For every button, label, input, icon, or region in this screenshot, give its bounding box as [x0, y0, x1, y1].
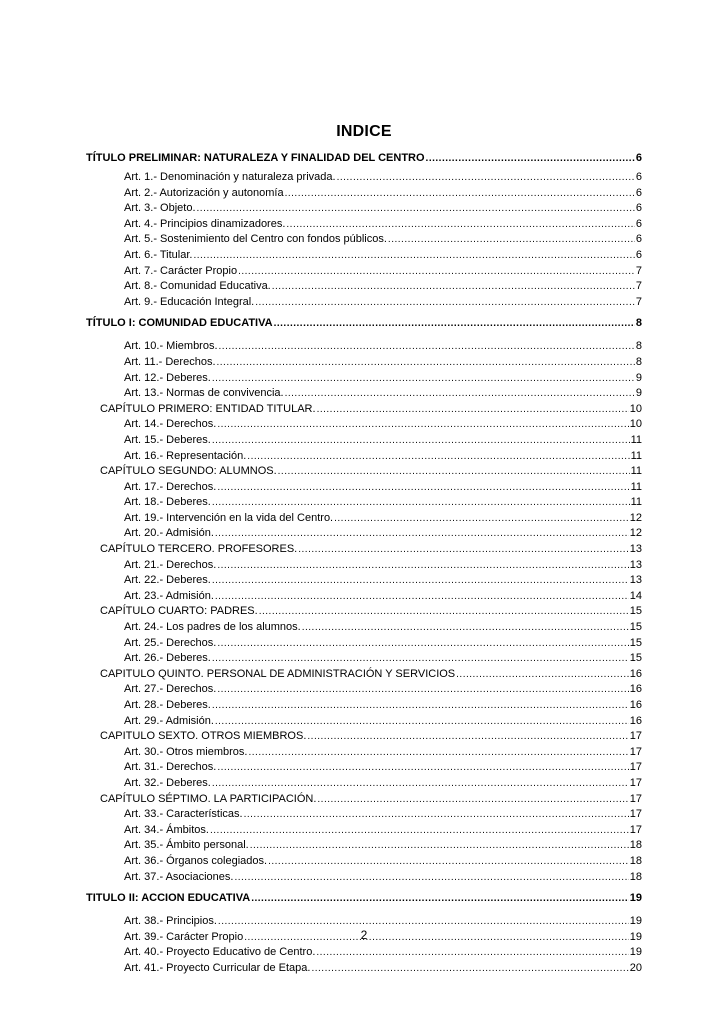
toc-entry-label: Art. 26.- Deberes. — [124, 652, 211, 665]
toc-article-entry[interactable] — [86, 264, 642, 280]
dot-leader — [217, 417, 628, 433]
dot-leader — [274, 316, 635, 332]
toc-entry-label: Art. 22.- Deberes. — [124, 574, 211, 587]
toc-entry-page: 11 — [630, 449, 642, 462]
dot-leader — [212, 698, 629, 714]
toc-entry-page: 15 — [629, 621, 642, 634]
toc-entry-page: 11 — [630, 433, 642, 446]
dot-leader — [316, 945, 628, 961]
dot-leader — [215, 714, 629, 730]
toc-entry-label: CAPÍTULO SEGUNDO: ALUMNOS. — [100, 465, 277, 478]
dot-leader — [311, 961, 628, 977]
dot-leader — [238, 264, 635, 280]
toc-entry-page: 17 — [629, 761, 642, 774]
toc-entry-label: Art. 13.- Normas de convivencia. — [124, 387, 284, 400]
toc-article-entry[interactable] — [86, 417, 642, 433]
toc-entry-page: 6 — [635, 202, 642, 215]
toc-entry-page: 10 — [629, 418, 642, 431]
dot-leader — [212, 371, 635, 387]
dot-leader — [217, 558, 628, 574]
toc-entry-page: 8 — [635, 317, 642, 330]
toc-entry-page: 17 — [629, 730, 642, 743]
toc-article-entry[interactable] — [86, 854, 642, 870]
dot-leader — [212, 651, 629, 667]
toc-entry-label: Art. 36.- Órganos colegiados. — [124, 854, 268, 867]
toc-article-entry[interactable] — [86, 682, 642, 698]
toc-article-entry[interactable] — [86, 776, 642, 792]
toc-entry-page: 18 — [629, 839, 642, 852]
toc-chapter-entry[interactable] — [86, 464, 642, 480]
toc-chapter-entry[interactable] — [86, 402, 642, 418]
toc-article-entry[interactable] — [86, 870, 642, 886]
toc-article-entry[interactable] — [86, 295, 642, 311]
dot-leader — [212, 776, 629, 792]
dot-leader — [217, 760, 628, 776]
toc-entry-label: TÍTULO PRELIMINAR: NATURALEZA Y FINALIDAD DEL CENTRO — [86, 152, 425, 164]
toc-entry-page: 17 — [629, 823, 642, 836]
dot-leader — [251, 891, 629, 907]
toc-entry-page: 10 — [629, 402, 642, 415]
toc-entry-label: CAPÍTULO PRIMERO: ENTIDAD TITULAR. — [100, 402, 316, 415]
toc-entry-label: CAPITULO SEXTO. OTROS MIEMBROS. — [100, 730, 307, 743]
toc-entry-label: Art. 12.- Deberes. — [124, 371, 211, 384]
toc-article-entry[interactable] — [86, 248, 642, 264]
toc-entry-label: Art. 17.- Derechos. — [124, 480, 217, 493]
toc-entry-label: Art. 27.- Derechos. — [124, 683, 217, 696]
toc-chapter-entry[interactable] — [86, 542, 642, 558]
toc-entry-label: Art. 33.- Características. — [124, 808, 243, 821]
toc-article-entry[interactable] — [86, 636, 642, 652]
toc-article-entry[interactable] — [86, 838, 642, 854]
toc-entry-page: 20 — [629, 961, 642, 974]
dot-leader — [285, 186, 635, 202]
toc-entry-page: 11 — [630, 480, 642, 493]
dot-leader — [337, 170, 635, 186]
toc-title-entry[interactable] — [86, 890, 642, 914]
toc-entry-page: 18 — [629, 854, 642, 867]
toc-entry-label: Art. 1.- Denominación y naturaleza privada. — [124, 171, 336, 183]
toc-entry-page: 6 — [635, 152, 642, 164]
toc-title-entry[interactable] — [86, 315, 642, 339]
toc-article-entry[interactable] — [86, 449, 642, 465]
toc-title-entry[interactable] — [86, 150, 642, 170]
toc-entry-page: 13 — [629, 558, 642, 571]
dot-leader — [215, 526, 629, 542]
toc-entry-page: 17 — [629, 792, 642, 805]
dot-leader — [259, 604, 629, 620]
toc-article-entry[interactable] — [86, 495, 642, 511]
toc-entry-page: 13 — [629, 574, 642, 587]
toc-article-entry[interactable] — [86, 526, 642, 542]
toc-entry-label: Art. 19.- Intervención en la vida del Centro. — [124, 511, 334, 524]
dot-leader — [244, 807, 629, 823]
toc-entry-label: Art. 21.- Derechos. — [124, 558, 217, 571]
toc-article-entry[interactable] — [86, 371, 642, 387]
toc-entry-page: 8 — [635, 355, 642, 368]
toc-article-entry[interactable] — [86, 823, 642, 839]
dot-leader — [388, 232, 635, 248]
toc-entry-label: Art. 20.- Admisión. — [124, 527, 214, 540]
toc-chapter-entry[interactable] — [86, 604, 642, 620]
toc-entry-page: 6 — [635, 233, 642, 246]
toc-entry-page: 17 — [629, 808, 642, 821]
toc-entry-label: Art. 7.- Carácter Propio — [124, 264, 238, 277]
toc-entry-label: CAPÍTULO CUARTO: PADRES. — [100, 605, 258, 618]
toc-article-entry[interactable] — [86, 480, 642, 496]
dot-leader — [268, 854, 629, 870]
toc-entry-label: Art. 5.- Sostenimiento del Centro con fondos públicos. — [124, 233, 387, 246]
dot-leader — [215, 589, 629, 605]
toc-entry-page: 7 — [635, 264, 642, 277]
toc-entry-label: CAPÍTULO TERCERO. PROFESORES. — [100, 543, 298, 556]
page-number: 2 — [360, 928, 368, 942]
dot-leader — [255, 295, 635, 311]
toc-article-entry[interactable] — [86, 807, 642, 823]
toc-article-entry[interactable] — [86, 201, 642, 217]
toc-article-entry[interactable] — [86, 511, 642, 527]
toc-entry-label: Art. 8.- Comunidad Educativa. — [124, 280, 271, 293]
toc-entry-label: CAPÍTULO SÉPTIMO. LA PARTICIPACIÓN. — [100, 792, 317, 805]
toc-entry-label: Art. 2.- Autorización y autonomía — [124, 186, 284, 199]
toc-entry-page: 12 — [629, 527, 642, 540]
dot-leader — [217, 480, 629, 496]
dot-leader — [219, 339, 635, 355]
toc-article-entry[interactable] — [86, 698, 642, 714]
toc-chapter-entry[interactable] — [86, 729, 642, 745]
dot-leader — [298, 542, 629, 558]
dot-leader — [197, 201, 635, 217]
toc-entry-label: Art. 15.- Deberes. — [124, 433, 211, 446]
toc-entry-page: 6 — [635, 186, 642, 199]
toc-entry-label: Art. 30.- Otros miembros. — [124, 745, 248, 758]
toc-article-entry[interactable] — [86, 714, 642, 730]
dot-leader — [426, 151, 635, 167]
dot-leader — [234, 870, 628, 886]
toc-chapter-entry[interactable] — [86, 667, 642, 683]
table-of-contents — [86, 150, 642, 977]
toc-entry-page: 19 — [629, 946, 642, 959]
toc-entry-page: 15 — [629, 652, 642, 665]
toc-entry-label: CAPITULO QUINTO. PERSONAL DE ADMINISTRACIÓN Y SERVICIOS — [100, 667, 456, 680]
toc-entry-page: 19 — [629, 915, 642, 928]
toc-entry-page: 11 — [630, 465, 642, 478]
toc-article-entry[interactable] — [86, 745, 642, 761]
toc-entry-page: 16 — [629, 714, 642, 727]
dot-leader — [248, 745, 628, 761]
toc-entry-label: Art. 16.- Representación. — [124, 449, 247, 462]
toc-entry-label: Art. 9.- Educación Integral. — [124, 295, 255, 308]
toc-entry-label: Art. 4.- Principios dinamizadores. — [124, 217, 286, 230]
toc-entry-page: 9 — [635, 387, 642, 400]
toc-entry-page: 6 — [635, 217, 642, 230]
toc-article-entry[interactable] — [86, 961, 642, 977]
toc-article-entry[interactable] — [86, 232, 642, 248]
toc-entry-page: 6 — [635, 248, 642, 261]
dot-leader — [302, 620, 629, 636]
toc-entry-page: 17 — [629, 776, 642, 789]
toc-entry-label: Art. 3.- Objeto. — [124, 202, 196, 215]
toc-entry-page: 7 — [635, 280, 642, 293]
dot-leader — [250, 838, 629, 854]
toc-article-entry[interactable] — [86, 355, 642, 371]
dot-leader — [456, 667, 629, 683]
toc-entry-page: 15 — [629, 636, 642, 649]
toc-entry-label: Art. 14.- Derechos. — [124, 418, 217, 431]
dot-leader — [210, 823, 629, 839]
toc-entry-label: Art. 28.- Deberes. — [124, 699, 211, 711]
toc-entry-label: Art. 24.- Los padres de los alumnos. — [124, 621, 301, 634]
dot-leader — [217, 636, 628, 652]
toc-chapter-entry[interactable] — [86, 792, 642, 808]
dot-leader — [247, 449, 629, 465]
dot-leader — [307, 729, 628, 745]
dot-leader — [217, 682, 628, 698]
toc-entry-label: Art. 32.- Deberes. — [124, 776, 211, 789]
index-heading: INDICE — [336, 123, 392, 140]
toc-entry-label: Art. 29.- Admisión. — [124, 714, 214, 727]
toc-entry-page: 6 — [635, 171, 642, 183]
toc-entry-page: 9 — [635, 371, 642, 384]
toc-entry-label: Art. 10.- Miembros. — [124, 340, 218, 353]
toc-article-entry[interactable] — [86, 386, 642, 402]
dot-leader — [317, 402, 629, 418]
dot-leader — [212, 573, 629, 589]
toc-entry-label: Art. 18.- Deberes. — [124, 496, 211, 509]
toc-entry-label: Art. 6.- Titular. — [124, 248, 193, 261]
toc-entry-label: Art. 23.- Admisión. — [124, 589, 214, 602]
dot-leader — [272, 279, 635, 295]
toc-entry-page: 18 — [629, 870, 642, 883]
toc-article-entry[interactable] — [86, 945, 642, 961]
toc-entry-page: 15 — [629, 605, 642, 618]
dot-leader — [217, 355, 635, 371]
toc-entry-page: 19 — [629, 930, 642, 943]
toc-entry-label: Art. 39.- Carácter Propio — [124, 930, 244, 943]
dot-leader — [278, 464, 630, 480]
toc-entry-page: 16 — [629, 699, 642, 711]
toc-entry-page: 8 — [635, 340, 642, 353]
dot-leader — [212, 495, 630, 511]
toc-entry-label: Art. 11.- Derechos. — [124, 355, 216, 368]
toc-article-entry[interactable] — [86, 433, 642, 449]
toc-entry-label: Art. 34.- Ámbitos. — [124, 823, 209, 836]
toc-article-entry[interactable] — [86, 217, 642, 233]
toc-entry-label: Art. 41.- Proyecto Curricular de Etapa. — [124, 961, 311, 974]
toc-article-entry[interactable] — [86, 760, 642, 776]
toc-entry-label: TITULO II: ACCION EDUCATIVA — [86, 892, 251, 905]
toc-entry-label: Art. 37.- Asociaciones. — [124, 870, 234, 883]
dot-leader — [212, 433, 630, 449]
toc-article-entry[interactable] — [86, 558, 642, 574]
toc-article-entry[interactable] — [86, 651, 642, 667]
toc-entry-label: Art. 35.- Ámbito personal. — [124, 839, 249, 852]
toc-entry-page: 11 — [630, 496, 642, 509]
toc-article-entry[interactable] — [86, 279, 642, 295]
toc-entry-page: 17 — [629, 745, 642, 758]
toc-entry-page: 19 — [629, 892, 642, 905]
toc-entry-page: 16 — [629, 667, 642, 680]
toc-article-entry[interactable] — [86, 573, 642, 589]
toc-entry-label: Art. 40.- Proyecto Educativo de Centro. — [124, 946, 316, 959]
toc-entry-page: 16 — [629, 683, 642, 696]
dot-leader — [286, 217, 634, 233]
toc-entry-label: TÍTULO I: COMUNIDAD EDUCATIVA — [86, 317, 273, 330]
toc-entry-label: Art. 38.- Principios. — [124, 915, 217, 928]
toc-entry-page: 7 — [635, 295, 642, 308]
toc-entry-page: 12 — [629, 511, 642, 524]
toc-article-entry[interactable] — [86, 186, 642, 202]
toc-article-entry[interactable] — [86, 339, 642, 355]
dot-leader — [334, 511, 629, 527]
toc-article-entry[interactable] — [86, 170, 642, 186]
dot-leader — [193, 248, 634, 264]
toc-article-entry[interactable] — [86, 589, 642, 605]
toc-entry-label: Art. 31.- Derechos. — [124, 761, 217, 774]
toc-entry-page: 13 — [629, 543, 642, 556]
toc-entry-label: Art. 25.- Derechos. — [124, 636, 217, 649]
toc-article-entry[interactable] — [86, 620, 642, 636]
dot-leader — [317, 792, 628, 808]
dot-leader — [285, 386, 635, 402]
toc-entry-page: 14 — [629, 589, 642, 602]
